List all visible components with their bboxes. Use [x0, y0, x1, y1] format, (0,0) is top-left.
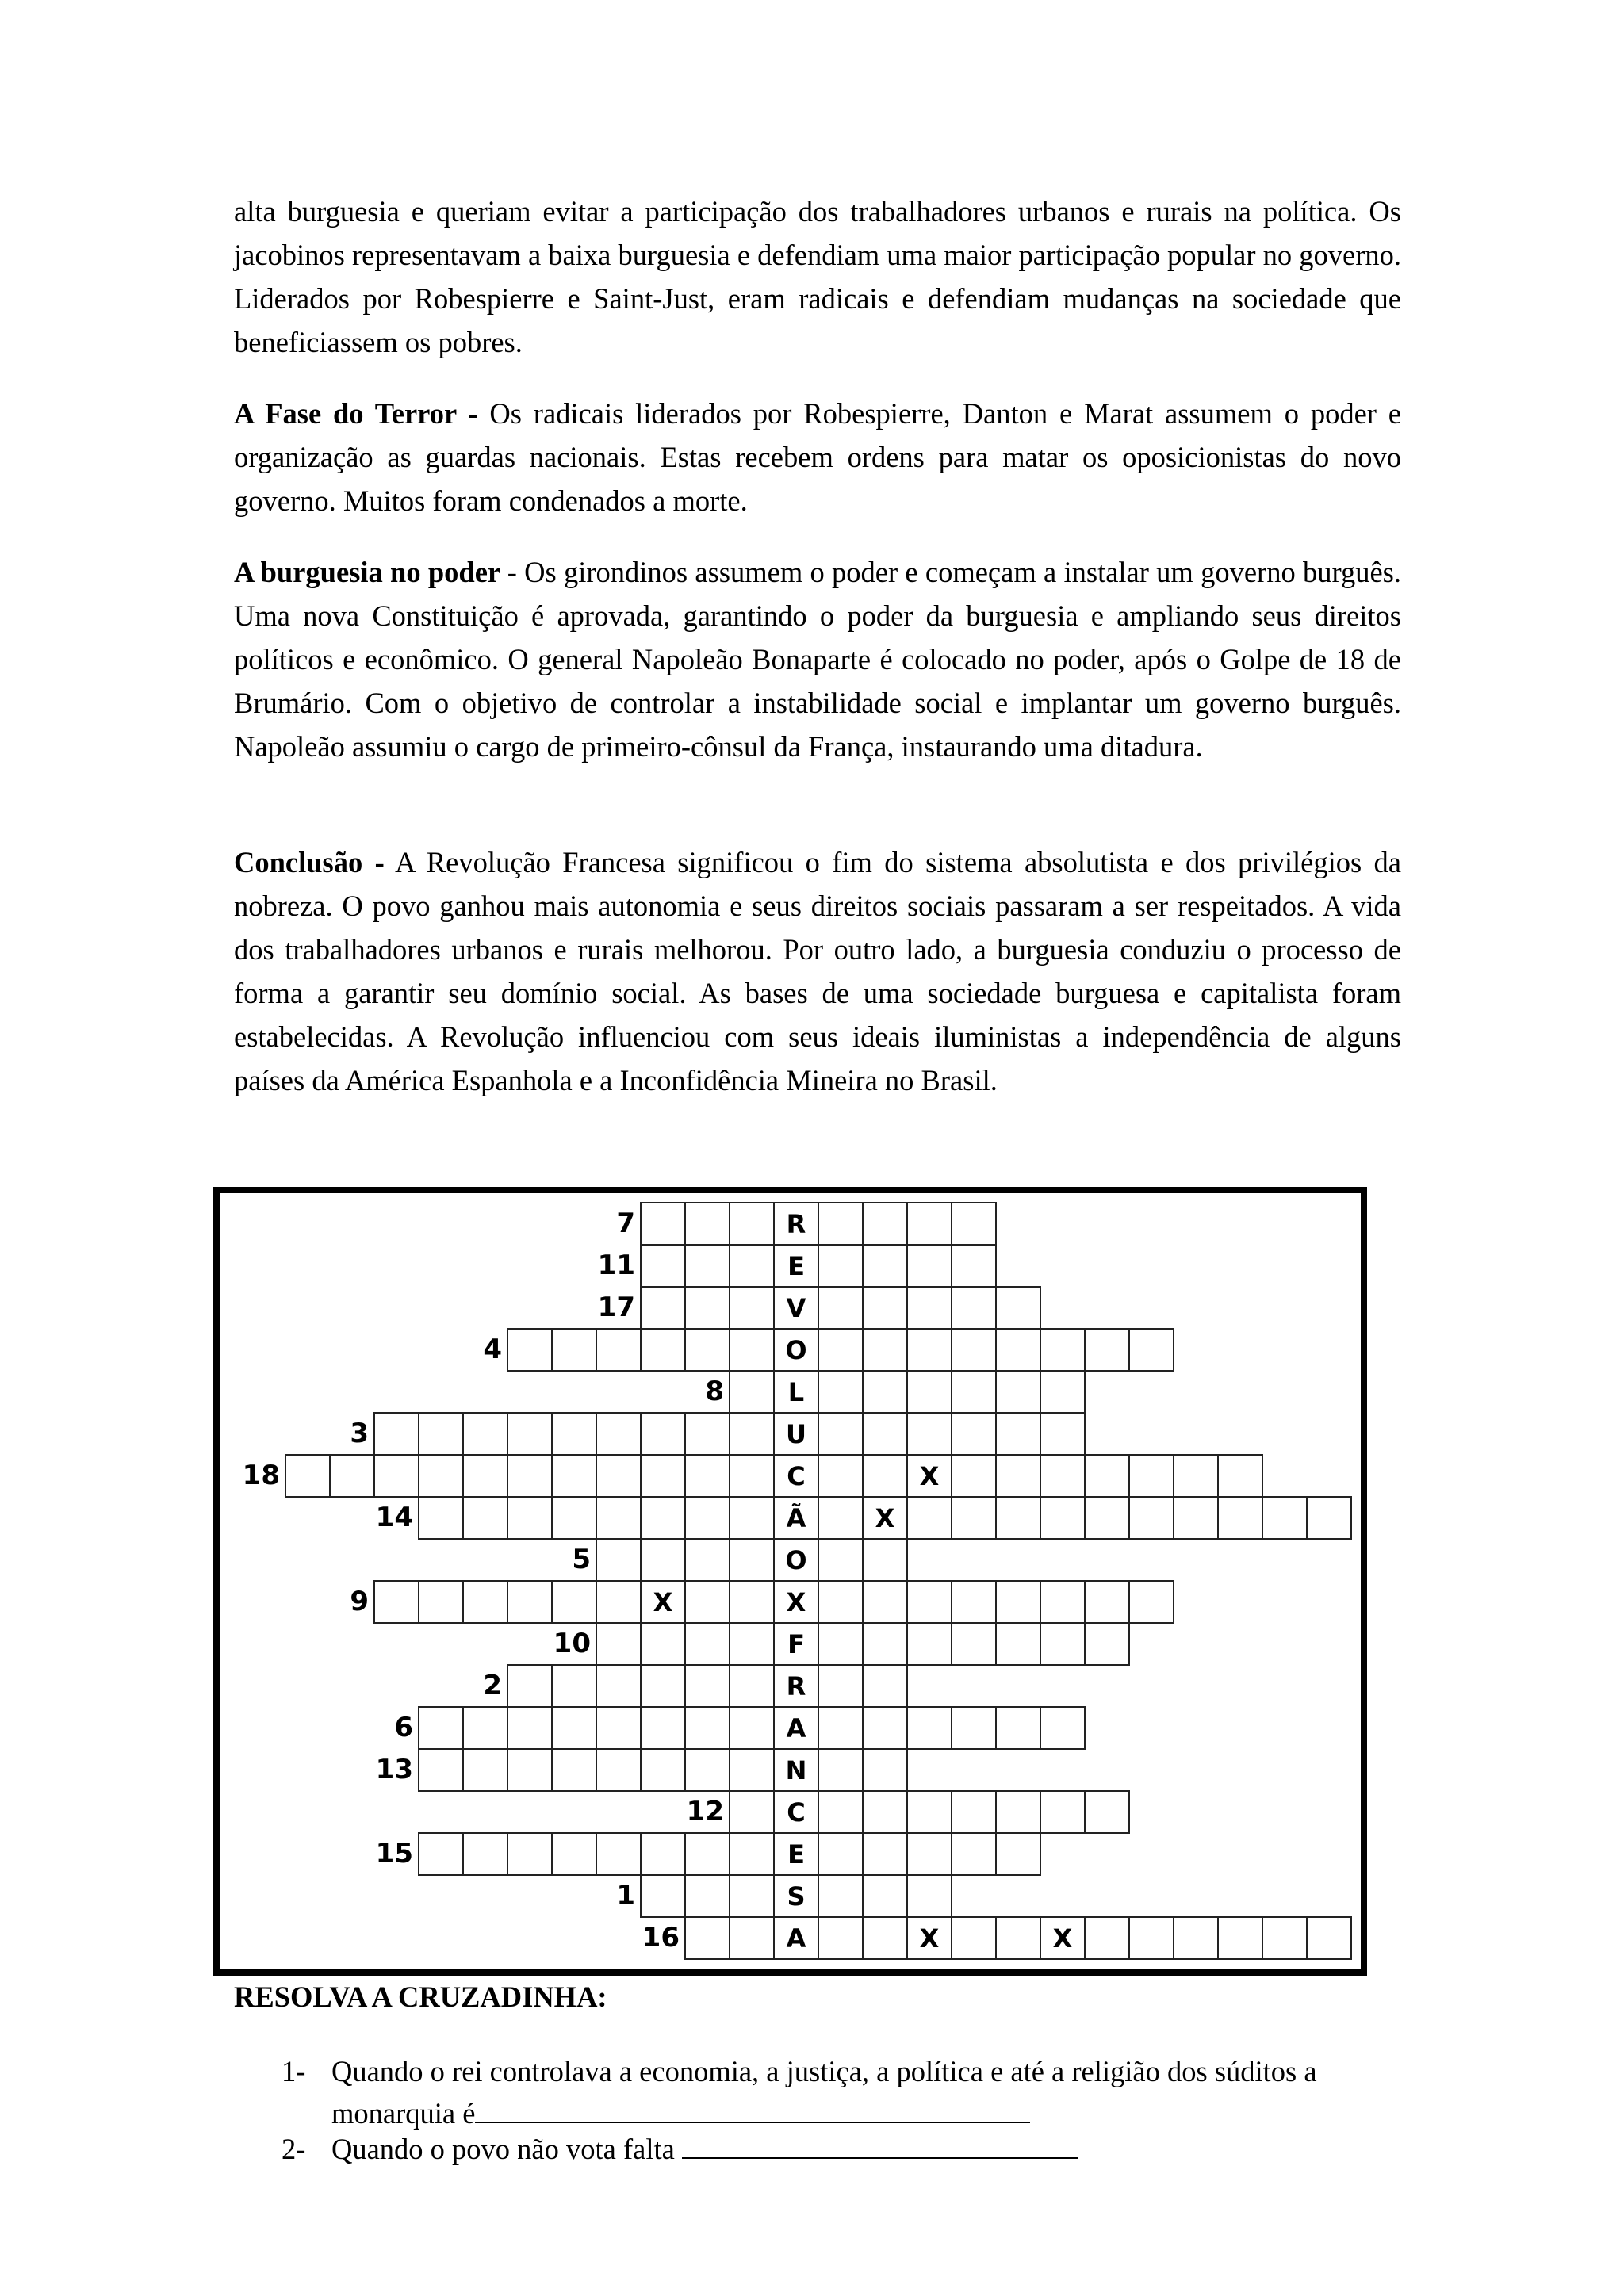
crossword-cell[interactable] — [951, 1328, 997, 1372]
crossword-cell[interactable] — [596, 1328, 642, 1372]
crossword-cell[interactable] — [729, 1496, 775, 1540]
crossword-cell[interactable] — [995, 1790, 1041, 1834]
crossword-cell[interactable] — [596, 1496, 642, 1540]
crossword-cell[interactable] — [995, 1622, 1041, 1666]
crossword-cell[interactable]: C — [773, 1454, 819, 1498]
crossword-cell[interactable] — [373, 1454, 419, 1498]
crossword-cell[interactable] — [818, 1202, 864, 1246]
crossword-cell[interactable] — [818, 1412, 864, 1456]
crossword-cell[interactable] — [729, 1664, 775, 1708]
crossword-cell[interactable] — [729, 1580, 775, 1624]
answer-blank[interactable] — [682, 2133, 1078, 2159]
crossword-cell[interactable] — [684, 1328, 730, 1372]
crossword-cell[interactable] — [1040, 1370, 1086, 1414]
crossword-cell[interactable] — [995, 1454, 1041, 1498]
crossword-cell[interactable] — [1040, 1496, 1086, 1540]
crossword-cell[interactable]: V — [773, 1286, 819, 1330]
crossword-cell[interactable] — [729, 1916, 775, 1960]
crossword-cell[interactable] — [507, 1496, 553, 1540]
crossword-cell[interactable] — [596, 1538, 642, 1582]
crossword-cell[interactable] — [684, 1622, 730, 1666]
crossword-cell[interactable] — [862, 1748, 908, 1792]
crossword-cell[interactable] — [373, 1412, 419, 1456]
clue-number-5: 5 — [572, 1543, 591, 1575]
crossword-cell[interactable] — [1262, 1916, 1308, 1960]
crossword-cell[interactable] — [462, 1748, 508, 1792]
crossword-cell[interactable] — [507, 1664, 553, 1708]
crossword-cell[interactable] — [818, 1580, 864, 1624]
crossword-cell[interactable] — [951, 1916, 997, 1960]
crossword-cell[interactable] — [551, 1706, 597, 1750]
crossword-cell[interactable] — [995, 1328, 1041, 1372]
crossword-cell[interactable] — [507, 1580, 553, 1624]
crossword-cell[interactable] — [640, 1832, 686, 1876]
crossword-cell[interactable] — [862, 1580, 908, 1624]
crossword-cell[interactable] — [551, 1748, 597, 1792]
crossword-cell[interactable] — [906, 1328, 952, 1372]
crossword-cell[interactable] — [596, 1454, 642, 1498]
crossword-cell[interactable]: E — [773, 1244, 819, 1288]
crossword-cell[interactable] — [818, 1370, 864, 1414]
crossword-cell[interactable] — [640, 1664, 686, 1708]
clue-number-12: 12 — [686, 1795, 724, 1827]
heading-burguesia: A burguesia no poder - — [234, 556, 517, 588]
crossword-cell[interactable] — [1084, 1580, 1130, 1624]
crossword-cell[interactable] — [684, 1706, 730, 1750]
crossword-cell[interactable]: X — [862, 1496, 908, 1540]
clue-number-14: 14 — [375, 1501, 413, 1533]
crossword-cell[interactable]: S — [773, 1874, 819, 1918]
crossword-cell[interactable] — [951, 1580, 997, 1624]
crossword-cell[interactable] — [729, 1790, 775, 1834]
clue-number-2: 2 — [483, 1669, 502, 1701]
crossword-cell[interactable]: U — [773, 1412, 819, 1456]
crossword-cell[interactable] — [862, 1454, 908, 1498]
clue-number-17: 17 — [597, 1291, 635, 1323]
crossword-cell[interactable] — [951, 1286, 997, 1330]
crossword-cell[interactable] — [862, 1790, 908, 1834]
crossword-cell[interactable] — [684, 1748, 730, 1792]
clue-number-3: 3 — [350, 1417, 369, 1449]
crossword-cell[interactable] — [906, 1580, 952, 1624]
clue-number-8: 8 — [705, 1375, 724, 1407]
crossword-cell[interactable] — [862, 1664, 908, 1708]
crossword-cell[interactable]: X — [640, 1580, 686, 1624]
crossword-cell[interactable] — [729, 1748, 775, 1792]
crossword-cell[interactable] — [729, 1538, 775, 1582]
crossword-cell[interactable] — [951, 1622, 997, 1666]
crossword-cell[interactable] — [862, 1706, 908, 1750]
clue-number-15: 15 — [375, 1837, 413, 1869]
crossword-cell[interactable] — [640, 1286, 686, 1330]
crossword-cell[interactable] — [285, 1454, 331, 1498]
crossword-cell[interactable] — [1128, 1454, 1174, 1498]
clue-number-9: 9 — [350, 1585, 369, 1617]
crossword-cell[interactable] — [906, 1244, 952, 1288]
crossword-cell[interactable]: C — [773, 1790, 819, 1834]
body-conclusao: A Revolução Francesa significou o fim do sistema absolutista e dos privilégios da nobreza. O povo ganhou mais autonomia e seus direitos sociais passaram a ser respeitados. A vida dos trabalhadores urbanos e rurais melhorou. Por outro lado, a burguesia conduziu o processo de forma a garantir seu domínio social. As bases de uma sociedade burguesa e capitalista foram estabelecidas. A Revolução influenciou com seus ideais iluministas a independência de alguns países da América Espanhola e a Inconfidência Mineira no Brasil. — [234, 846, 1401, 1096]
crossword-cell[interactable] — [862, 1202, 908, 1246]
crossword-cell[interactable] — [951, 1496, 997, 1540]
crossword-cell[interactable] — [551, 1496, 597, 1540]
crossword-cell[interactable] — [1217, 1916, 1263, 1960]
crossword-cell[interactable] — [418, 1496, 464, 1540]
crossword-cell[interactable] — [684, 1286, 730, 1330]
crossword-cell[interactable] — [818, 1664, 864, 1708]
crossword-cell[interactable]: F — [773, 1622, 819, 1666]
question-text: Quando o povo não vota falta — [331, 2133, 675, 2165]
crossword-cell[interactable] — [418, 1454, 464, 1498]
crossword-cell[interactable] — [862, 1874, 908, 1918]
crossword-cell[interactable] — [1128, 1496, 1174, 1540]
crossword-cell[interactable] — [551, 1580, 597, 1624]
crossword-cell[interactable] — [373, 1580, 419, 1624]
crossword-cell[interactable]: X — [906, 1454, 952, 1498]
question-number: 2- — [282, 2133, 306, 2165]
crossword-cell[interactable] — [507, 1454, 553, 1498]
crossword-cell[interactable] — [862, 1412, 908, 1456]
crossword-cell[interactable]: X — [1040, 1916, 1086, 1960]
clue-number-7: 7 — [616, 1207, 635, 1239]
crossword-cell[interactable] — [1040, 1328, 1086, 1372]
crossword-cell[interactable] — [596, 1580, 642, 1624]
crossword-cell[interactable] — [1040, 1580, 1086, 1624]
crossword-cell[interactable] — [551, 1412, 597, 1456]
crossword-cell[interactable] — [684, 1202, 730, 1246]
crossword-cell[interactable] — [640, 1412, 686, 1456]
crossword-cell[interactable] — [596, 1748, 642, 1792]
crossword-cell[interactable] — [684, 1916, 730, 1960]
crossword-cell[interactable] — [684, 1538, 730, 1582]
crossword-cell[interactable] — [818, 1832, 864, 1876]
crossword-cell[interactable] — [818, 1874, 864, 1918]
crossword-cell[interactable] — [462, 1580, 508, 1624]
crossword-cell[interactable] — [818, 1496, 864, 1540]
crossword-cell[interactable] — [729, 1874, 775, 1918]
crossword-cell[interactable] — [1306, 1916, 1352, 1960]
crossword-cell[interactable] — [818, 1538, 864, 1582]
crossword-cell[interactable] — [551, 1832, 597, 1876]
crossword-cell[interactable] — [596, 1664, 642, 1708]
crossword-cell[interactable] — [596, 1412, 642, 1456]
crossword-cell[interactable] — [507, 1832, 553, 1876]
crossword-cell[interactable] — [329, 1454, 375, 1498]
crossword-cell[interactable] — [818, 1790, 864, 1834]
crossword-cell[interactable] — [684, 1454, 730, 1498]
crossword-cell[interactable] — [1262, 1496, 1308, 1540]
crossword-cell[interactable] — [951, 1244, 997, 1288]
crossword-cell[interactable] — [507, 1748, 553, 1792]
crossword-cell[interactable] — [906, 1622, 952, 1666]
crossword-cell[interactable] — [951, 1706, 997, 1750]
crossword-cell[interactable] — [640, 1874, 686, 1918]
crossword-cell[interactable] — [418, 1832, 464, 1876]
crossword-cell[interactable] — [906, 1874, 952, 1918]
clue-number-13: 13 — [375, 1753, 413, 1785]
crossword-cell[interactable] — [729, 1244, 775, 1288]
crossword-cell[interactable]: R — [773, 1664, 819, 1708]
heading-terror: A Fase do Terror - — [234, 397, 478, 430]
crossword-cell[interactable] — [729, 1832, 775, 1876]
crossword-cell[interactable] — [418, 1748, 464, 1792]
crossword-cell[interactable] — [995, 1496, 1041, 1540]
crossword-cell[interactable]: O — [773, 1538, 819, 1582]
crossword-cell[interactable] — [684, 1412, 730, 1456]
crossword-cell[interactable] — [640, 1706, 686, 1750]
crossword-cell[interactable] — [507, 1412, 553, 1456]
clue-number-11: 11 — [597, 1249, 635, 1281]
crossword-cell[interactable] — [995, 1370, 1041, 1414]
crossword-cell[interactable] — [1040, 1412, 1086, 1456]
crossword-cell[interactable] — [906, 1286, 952, 1330]
crossword-cell[interactable] — [551, 1454, 597, 1498]
clue-number-6: 6 — [394, 1711, 413, 1743]
crossword-cell[interactable] — [462, 1496, 508, 1540]
crossword-cell[interactable] — [862, 1244, 908, 1288]
crossword-cell[interactable] — [418, 1412, 464, 1456]
crossword-cell[interactable] — [684, 1664, 730, 1708]
crossword-cell[interactable] — [818, 1286, 864, 1330]
heading-conclusao: Conclusão - — [234, 846, 385, 878]
crossword-cell[interactable] — [640, 1748, 686, 1792]
crossword-cell[interactable] — [906, 1202, 952, 1246]
crossword-cell[interactable]: O — [773, 1328, 819, 1372]
crossword-cell[interactable] — [951, 1412, 997, 1456]
crossword-cell[interactable] — [551, 1664, 597, 1708]
crossword-cell[interactable] — [507, 1328, 553, 1372]
crossword-cell[interactable] — [640, 1538, 686, 1582]
crossword-cell[interactable] — [729, 1328, 775, 1372]
crossword-cell[interactable] — [1084, 1454, 1130, 1498]
crossword-cell[interactable] — [862, 1286, 908, 1330]
crossword-cell[interactable] — [684, 1244, 730, 1288]
crossword-cell[interactable] — [1173, 1496, 1219, 1540]
crossword-cell[interactable] — [462, 1832, 508, 1876]
crossword-cell[interactable] — [951, 1832, 997, 1876]
crossword-cell[interactable]: X — [906, 1916, 952, 1960]
question-text: Quando o rei controlava a economia, a justiça, a política e até a religião dos súditos a monarquia é — [331, 2055, 1317, 2130]
crossword-cell[interactable] — [1173, 1916, 1219, 1960]
crossword-cell[interactable] — [640, 1622, 686, 1666]
crossword-cell[interactable] — [818, 1328, 864, 1372]
crossword-cell[interactable]: E — [773, 1832, 819, 1876]
crossword-cell[interactable] — [640, 1202, 686, 1246]
crossword-cell[interactable] — [995, 1412, 1041, 1456]
crossword-cell[interactable] — [862, 1832, 908, 1876]
crossword-cell[interactable]: R — [773, 1202, 819, 1246]
crossword-cell[interactable]: L — [773, 1370, 819, 1414]
crossword-cell[interactable] — [862, 1370, 908, 1414]
crossword-cell[interactable] — [1084, 1622, 1130, 1666]
crossword-cell[interactable] — [1084, 1790, 1130, 1834]
exercise-title: RESOLVA A CRUZADINHA: — [234, 1980, 607, 2013]
crossword-cell[interactable] — [1084, 1916, 1130, 1960]
crossword-cell[interactable] — [418, 1580, 464, 1624]
crossword-cell[interactable] — [462, 1454, 508, 1498]
paragraph-intro: alta burguesia e queriam evitar a participação dos trabalhadores urbanos e rurais na política. Os jacobinos representavam a baixa burguesia e defendiam uma maior participação popular no governo. Liderados por Robespierre e Saint-Just, eram radicais e defendiam mudanças na sociedade que beneficiassem os pobres. — [234, 195, 1401, 358]
crossword-cell[interactable] — [1040, 1790, 1086, 1834]
clue-number-18: 18 — [242, 1459, 280, 1491]
crossword-cell[interactable] — [818, 1706, 864, 1750]
crossword-cell[interactable] — [1040, 1706, 1086, 1750]
crossword-cell[interactable] — [906, 1370, 952, 1414]
clue-number-10: 10 — [553, 1627, 591, 1659]
crossword-cell[interactable] — [1306, 1496, 1352, 1540]
crossword-cell[interactable] — [906, 1496, 952, 1540]
crossword-cell[interactable] — [818, 1622, 864, 1666]
crossword-cell[interactable] — [684, 1496, 730, 1540]
crossword-cell[interactable] — [596, 1622, 642, 1666]
crossword-cell[interactable] — [818, 1244, 864, 1288]
crossword-cell[interactable] — [729, 1706, 775, 1750]
crossword-cell[interactable] — [640, 1454, 686, 1498]
crossword-cell[interactable] — [1173, 1454, 1219, 1498]
crossword-cell[interactable]: A — [773, 1916, 819, 1960]
crossword-cell[interactable] — [418, 1706, 464, 1750]
crossword-cell[interactable] — [818, 1748, 864, 1792]
crossword-cell[interactable] — [684, 1832, 730, 1876]
clue-number-1: 1 — [616, 1879, 635, 1911]
crossword-cell[interactable] — [729, 1412, 775, 1456]
crossword-cell[interactable] — [729, 1286, 775, 1330]
crossword-cell[interactable] — [906, 1412, 952, 1456]
crossword-cell[interactable] — [1084, 1496, 1130, 1540]
crossword-cell[interactable] — [1128, 1328, 1174, 1372]
crossword-cell[interactable] — [951, 1790, 997, 1834]
crossword-cell[interactable] — [1040, 1454, 1086, 1498]
crossword-cell[interactable] — [906, 1790, 952, 1834]
crossword-cell[interactable]: N — [773, 1748, 819, 1792]
crossword-cell[interactable] — [818, 1454, 864, 1498]
crossword-cell[interactable] — [640, 1328, 686, 1372]
crossword-cell[interactable]: A — [773, 1706, 819, 1750]
crossword-cell[interactable] — [862, 1622, 908, 1666]
crossword-cell[interactable] — [995, 1580, 1041, 1624]
crossword-cell[interactable] — [1040, 1622, 1086, 1666]
crossword-cell[interactable] — [995, 1916, 1041, 1960]
clue-number-4: 4 — [483, 1333, 502, 1365]
crossword-cell[interactable] — [995, 1286, 1041, 1330]
crossword-cell[interactable] — [507, 1706, 553, 1750]
crossword-cell[interactable] — [995, 1832, 1041, 1876]
clue-number-16: 16 — [642, 1921, 680, 1954]
crossword-cell[interactable] — [1217, 1496, 1263, 1540]
crossword-cell[interactable] — [951, 1202, 997, 1246]
crossword-cell[interactable] — [862, 1328, 908, 1372]
crossword-cell[interactable] — [596, 1706, 642, 1750]
answer-blank[interactable] — [475, 2098, 1030, 2123]
crossword-cell[interactable] — [862, 1538, 908, 1582]
crossword-cell[interactable] — [1128, 1580, 1174, 1624]
crossword-cell[interactable] — [862, 1916, 908, 1960]
crossword-cell[interactable]: X — [773, 1580, 819, 1624]
question-number: 1- — [282, 2055, 306, 2087]
body-burguesia: Os girondinos assumem o poder e começam a instalar um governo burguês. Uma nova Constituição é aprovada, garantindo o poder da burguesia e ampliando seus direitos políticos e econômico. O general Napoleão Bonaparte é colocado no poder, após o Golpe de 18 de Brumário. Com o objetivo de controlar a instabilidade social e implantar um governo burguês. Napoleão assumiu o cargo de primeiro-cônsul da França, instaurando uma ditadura. — [234, 556, 1401, 763]
body-terror: Os radicais liderados por Robespierre, Danton e Marat assumem o poder e organização as guardas nacionais. Estas recebem ordens para matar os oposicionistas do novo governo. Muitos foram condenados a morte. — [234, 397, 1401, 517]
crossword-cell[interactable] — [951, 1454, 997, 1498]
crossword-cell[interactable] — [729, 1622, 775, 1666]
crossword-cell[interactable] — [729, 1202, 775, 1246]
crossword-cell[interactable] — [640, 1496, 686, 1540]
crossword-cell[interactable]: Ã — [773, 1496, 819, 1540]
crossword-cell[interactable] — [951, 1370, 997, 1414]
crossword-cell[interactable] — [906, 1706, 952, 1750]
crossword-cell[interactable] — [462, 1706, 508, 1750]
crossword-cell[interactable] — [729, 1454, 775, 1498]
crossword-cell[interactable] — [818, 1916, 864, 1960]
crossword-cell[interactable] — [995, 1706, 1041, 1750]
crossword-cell[interactable] — [729, 1370, 775, 1414]
crossword-cell[interactable] — [551, 1328, 597, 1372]
crossword-cell[interactable] — [596, 1832, 642, 1876]
crossword-cell[interactable] — [1217, 1454, 1263, 1498]
crossword-cell[interactable] — [1128, 1916, 1174, 1960]
crossword-cell[interactable] — [462, 1412, 508, 1456]
crossword-cell[interactable] — [684, 1874, 730, 1918]
crossword-cell[interactable] — [1084, 1328, 1130, 1372]
crossword-cell[interactable] — [640, 1244, 686, 1288]
crossword-cell[interactable] — [684, 1580, 730, 1624]
crossword-cell[interactable] — [906, 1832, 952, 1876]
